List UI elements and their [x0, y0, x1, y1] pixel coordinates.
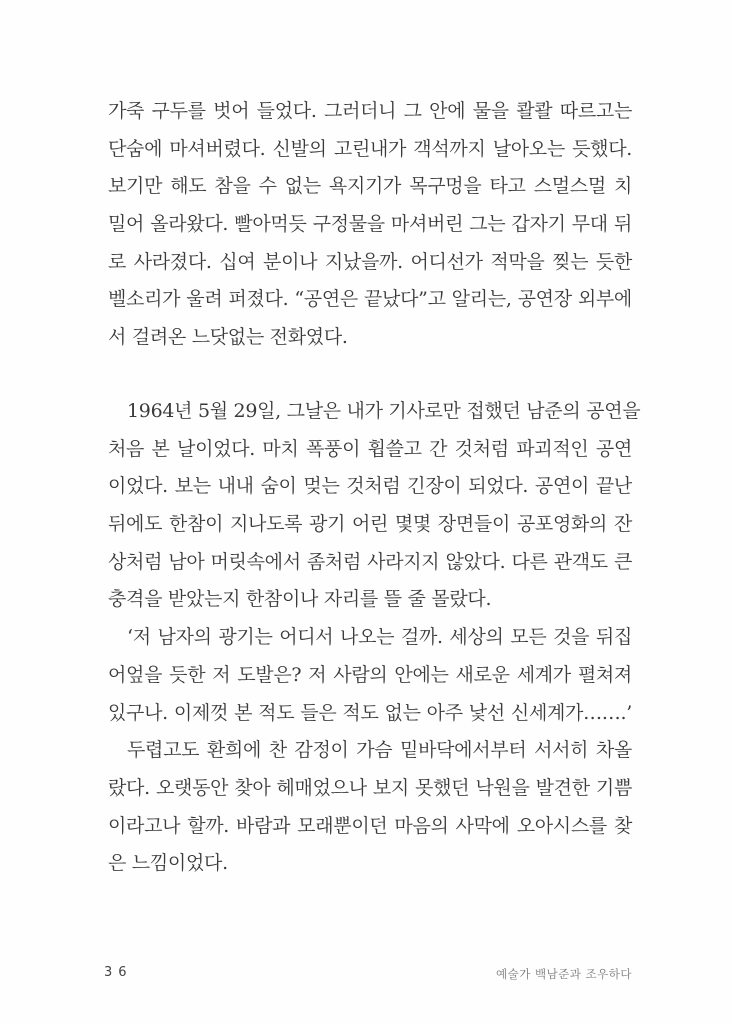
text-line: 어엎을 듯한 저 도발은? 저 사람의 안에는 새로운 세계가 펼쳐져 [108, 663, 632, 686]
paragraph-first-line: 1964년 5월 29일, 그날은 내가 기사로만 접했던 남준의 공연을 [127, 400, 641, 422]
running-footer-title: 예술가 백남준과 조우하다 [495, 967, 632, 981]
text-line: 있구나. 이제껏 본 적도 들은 적도 없는 아주 낯선 신세계가…….’ [108, 701, 632, 724]
text-line: 서 걸려온 느닷없는 전화였다. [108, 326, 348, 349]
paragraph-first-line: ‘저 남자의 광기는 어디서 나오는 걸까. 세상의 모든 것을 뒤집 [127, 626, 632, 649]
text-line: 뒤에도 한참이 지나도록 광기 어린 몇몇 장면들이 공포영화의 잔 [108, 513, 632, 536]
text-line: 보기만 해도 참을 수 없는 욕지기가 목구멍을 타고 스멀스멀 치 [108, 175, 632, 198]
text-line: 가죽 구두를 벗어 들었다. 그러더니 그 안에 물을 콸콸 따르고는 [108, 100, 632, 122]
text-line: 단숨에 마셔버렸다. 신발의 고린내가 객석까지 날아오는 듯했다. [108, 137, 632, 160]
text-line: 이라고나 할까. 바람과 모래뿐이던 마음의 사막에 오아시스를 찾 [108, 814, 632, 837]
paragraph-block-1 [108, 93, 632, 357]
paragraph-block-2 [108, 393, 641, 883]
text-line: 밀어 올라왔다. 빨아먹듯 구정물을 마셔버린 그는 갑자기 무대 뒤 [108, 213, 632, 236]
text-line: 이었다. 보는 내내 숨이 멎는 것처럼 긴장이 되었다. 공연이 끝난 [108, 475, 632, 498]
text-line: 처음 본 날이었다. 마치 폭풍이 휩쓸고 간 것처럼 파괴적인 공연 [108, 437, 632, 460]
text-line: 랐다. 오랫동안 찾아 헤매었으나 보지 못했던 낙원을 발견한 기쁨 [108, 776, 632, 799]
text-line: 충격을 받았는지 한참이나 자리를 뜰 줄 몰랐다. [108, 588, 492, 611]
paragraph-first-line: 두렵고도 환희에 찬 감정이 가슴 밑바닥에서부터 서서히 차올 [127, 739, 632, 762]
text-line: 로 사라졌다. 십여 분이나 지났을까. 어디선가 적막을 찢는 듯한 [108, 250, 632, 273]
text-line: 은 느낌이었다. [108, 852, 228, 875]
text-line: 상처럼 남아 머릿속에서 좀처럼 사라지지 않았다. 다른 관객도 큰 [108, 550, 632, 573]
text-line: 벨소리가 울려 퍼졌다. “공연은 끝났다”고 알리는, 공연장 외부에 [108, 288, 632, 311]
page-number: 36 [104, 965, 133, 980]
